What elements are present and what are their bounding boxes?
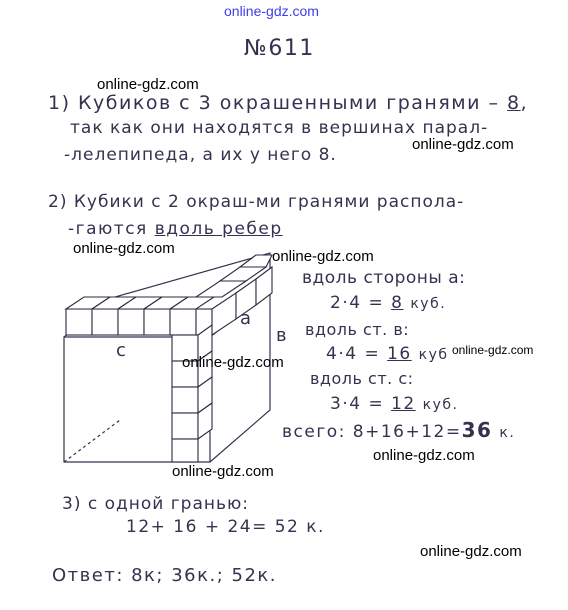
- side-c-calc: 3·4 =: [330, 394, 385, 414]
- hidden-edge: [64, 420, 120, 462]
- side-a-calc: 2·4 =: [330, 293, 385, 313]
- total-row: [282, 418, 515, 442]
- side-a-result: 8: [391, 293, 404, 313]
- item-1-text: 1) Кубиков с 3 окрашенными гранями –: [48, 92, 500, 114]
- side-a-label: вдоль стороны а:: [302, 268, 466, 288]
- side-b-unit: куб: [418, 347, 449, 363]
- side-b-result: 16: [387, 344, 412, 364]
- total-result: 36: [461, 418, 493, 442]
- side-c-row: [330, 394, 458, 414]
- watermark: online-gdz.com: [97, 76, 199, 93]
- cube: [66, 309, 92, 335]
- item-1-line-1: [48, 92, 528, 114]
- cube: [92, 309, 118, 335]
- item-1-line-2: так как они находятся в вершинах парал-: [70, 118, 489, 138]
- label-b: в: [276, 325, 289, 346]
- cube-side: [212, 293, 236, 335]
- side-a-row: [330, 293, 446, 313]
- watermark: online-gdz.com: [373, 447, 475, 464]
- side-b-label: вдоль ст. в:: [305, 320, 410, 339]
- total-unit: к.: [499, 425, 516, 441]
- cube: [172, 439, 198, 462]
- answer: Ответ: 8к; 36к.; 52к.: [52, 565, 277, 586]
- side-c-unit: куб.: [422, 397, 459, 413]
- item-2-underlined: вдоль ребер: [154, 219, 283, 239]
- label-a: a: [240, 308, 253, 329]
- cube: [118, 309, 144, 335]
- watermark: online-gdz.com: [224, 3, 319, 19]
- label-c: с: [116, 340, 128, 361]
- problem-number: №611: [244, 36, 315, 61]
- watermark: online-gdz.com: [73, 240, 175, 257]
- side-c-result: 12: [391, 394, 416, 414]
- cube: [172, 387, 198, 413]
- watermark: online-gdz.com: [412, 136, 514, 153]
- item-1-line-3: -лелепипеда, а их у него 8.: [64, 145, 337, 165]
- side-a-unit: куб.: [410, 296, 447, 312]
- item-2-prefix: -гаются: [68, 219, 148, 239]
- item-2-line-2: [68, 219, 283, 239]
- cube: [172, 413, 198, 439]
- cube: [170, 309, 196, 335]
- watermark: online-gdz.com: [172, 463, 274, 480]
- side-b-row: [326, 344, 449, 364]
- watermark: online-gdz.com: [452, 343, 534, 357]
- total-prefix: всего: 8+16+12=: [282, 422, 462, 442]
- cube: [144, 309, 170, 335]
- item-2-line-1: 2) Кубики с 2 окраш-ми гранями распола-: [48, 192, 465, 212]
- cube-top: [240, 255, 272, 267]
- item-3-line-1: 3) с одной гранью:: [62, 494, 250, 514]
- side-b-calc: 4·4 =: [326, 344, 381, 364]
- item-1-count: 8: [507, 92, 521, 114]
- side-c-label: вдоль ст. с:: [310, 369, 414, 388]
- item-3-line-2: 12+ 16 + 24= 52 к.: [126, 517, 325, 537]
- watermark: online-gdz.com: [182, 354, 284, 371]
- item-1-comma: ,: [520, 92, 529, 114]
- watermark: online-gdz.com: [272, 248, 374, 265]
- watermark: online-gdz.com: [420, 543, 522, 560]
